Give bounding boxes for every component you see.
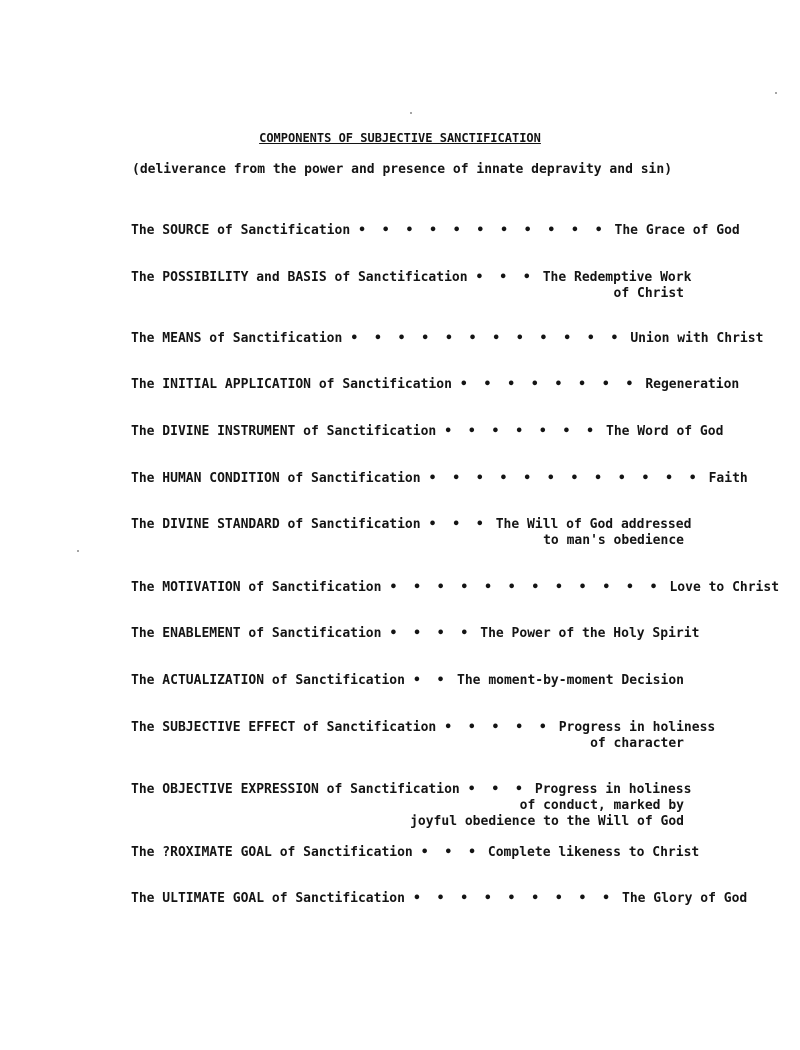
component-label: The ENABLEMENT of Sanctification — [131, 626, 382, 641]
dot-leader: • • — [412, 673, 449, 688]
component-value-continuation: to man's obedience — [543, 533, 684, 548]
component-value: The Redemptive Work — [542, 270, 692, 285]
component-label: The ?ROXIMATE GOAL of Sanctification — [131, 845, 413, 860]
dot-leader: • • • • • — [444, 720, 551, 735]
entry-row — [131, 471, 748, 487]
dot-leader: • • • — [428, 517, 488, 532]
component-value-continuation: of conduct, marked by — [519, 798, 684, 813]
entry-row — [131, 673, 684, 689]
component-label: The OBJECTIVE EXPRESSION of Sanctification — [131, 782, 460, 797]
component-entry — [131, 331, 764, 347]
entry-row — [131, 580, 780, 596]
dot-leader: • • • — [475, 270, 535, 285]
entry-row — [131, 720, 716, 736]
entry-row — [131, 331, 764, 347]
component-entry — [131, 626, 700, 642]
entry-row — [131, 270, 692, 286]
component-entry — [131, 377, 740, 393]
component-label: The HUMAN CONDITION of Sanctification — [131, 471, 421, 486]
dot-leader: • • • • • • • • • • • • — [350, 331, 623, 346]
component-value-continuation: of character — [590, 736, 684, 751]
dot-leader: • • • • • • • • • • • — [358, 223, 607, 238]
component-value: The moment-by-moment Decision — [457, 673, 684, 688]
scan-speck — [775, 92, 777, 94]
dot-leader: • • • • • • • — [444, 424, 598, 439]
component-value: The Grace of God — [614, 223, 740, 238]
document-title: COMPONENTS OF SUBJECTIVE SANCTIFICATION — [259, 131, 541, 145]
component-label: The INITIAL APPLICATION of Sanctification — [131, 377, 452, 392]
scan-speck — [77, 550, 79, 552]
component-entry — [131, 270, 692, 302]
scan-speck — [410, 112, 412, 114]
component-label: The ULTIMATE GOAL of Sanctification — [131, 891, 405, 906]
entry-row — [131, 223, 740, 239]
component-value: Progress in holiness — [558, 720, 716, 735]
document-subtitle: (deliverance from the power and presence of innate depravity and sin) — [132, 162, 673, 177]
component-entry — [131, 580, 780, 596]
dot-leader: • • • • • • • • — [459, 377, 638, 392]
dot-leader: • • • — [467, 782, 527, 797]
component-value-continuation: joyful obedience to the Will of God — [410, 814, 684, 829]
component-entry — [131, 782, 692, 830]
component-entry — [131, 720, 716, 752]
component-value: Complete likeness to Christ — [487, 845, 700, 860]
component-value: The Power of the Holy Spirit — [480, 626, 700, 641]
component-entry — [131, 424, 724, 440]
entry-row — [131, 782, 692, 798]
component-value: Love to Christ — [669, 580, 780, 595]
component-label: The POSSIBILITY and BASIS of Sanctification — [131, 270, 468, 285]
dot-leader: • • • • • • • • • — [412, 891, 614, 906]
component-value: Union with Christ — [630, 331, 764, 346]
component-entry — [131, 891, 748, 907]
component-value: Progress in holiness — [534, 782, 692, 797]
component-label: The SUBJECTIVE EFFECT of Sanctification — [131, 720, 437, 735]
component-entry — [131, 673, 684, 689]
component-entry — [131, 517, 692, 549]
entry-row — [131, 517, 692, 533]
component-entry — [131, 223, 740, 239]
entry-row — [131, 377, 740, 393]
component-value-continuation: of Christ — [613, 286, 684, 301]
component-value: The Will of God addressed — [495, 517, 692, 532]
entry-row — [131, 424, 724, 440]
entry-row — [131, 845, 700, 861]
component-label: The MEANS of Sanctification — [131, 331, 343, 346]
component-label: The ACTUALIZATION of Sanctification — [131, 673, 405, 688]
component-label: The MOTIVATION of Sanctification — [131, 580, 382, 595]
entry-row — [131, 891, 748, 907]
component-entry — [131, 845, 700, 861]
dot-leader: • • • • • • • • • • • • — [389, 580, 662, 595]
entry-row — [131, 626, 700, 642]
dot-leader: • • • • — [389, 626, 473, 641]
component-value: The Glory of God — [622, 891, 748, 906]
component-value: Faith — [708, 471, 748, 486]
component-label: The DIVINE INSTRUMENT of Sanctification — [131, 424, 437, 439]
component-label: The DIVINE STANDARD of Sanctification — [131, 517, 421, 532]
dot-leader: • • • • • • • • • • • • — [428, 471, 701, 486]
component-label: The SOURCE of Sanctification — [131, 223, 351, 238]
dot-leader: • • • — [420, 845, 480, 860]
component-value: Regeneration — [645, 377, 740, 392]
component-entry — [131, 471, 748, 487]
component-value: The Word of God — [606, 424, 724, 439]
